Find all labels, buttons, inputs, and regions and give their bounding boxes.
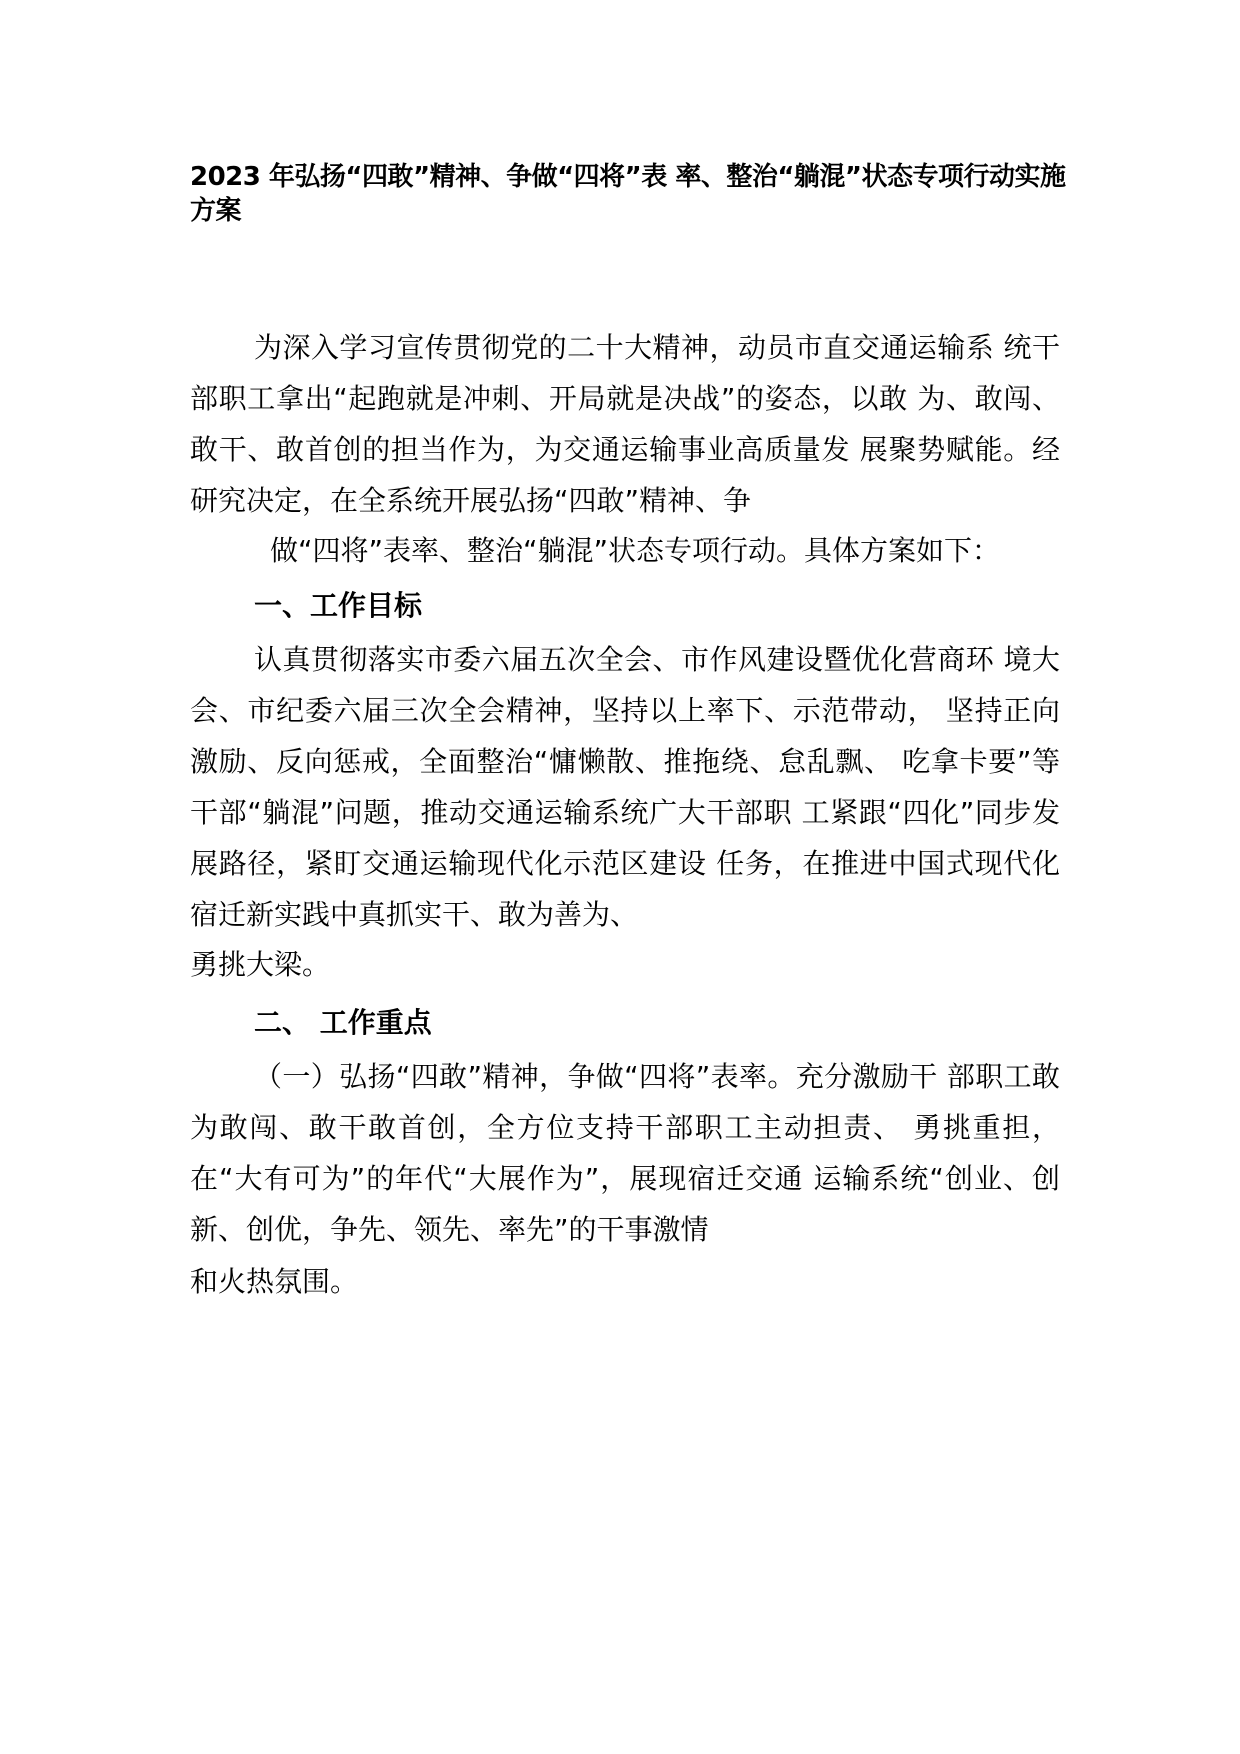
focus-paragraph: （一）弘扬“四敢”精神，争做“四将”表率。充分激励干 部职工敢为敢闯、敢干敢首创，全方位支持干部职工主动担责、 勇挑重担，在“大有可为”的年代“大展作为”，展现宿迁交通 运输系统“创业、创新、创优，争先、领先、率先”的干事激情 [190,1060,1060,1246]
goals-paragraph: 认真贯彻落实市委六届五次全会、市作风建设暨优化营商环 境大会、市纪委六届三次全会精神，坚持以上率下、示范带动， 坚持正向激励、反向惩戒，全面整治“慵懒散、推拖绕、怠乱飘、 吃拿卡要”等干部“躺混”问题，推动交通运输系统广大干部职 工紧跟“四化”同步发展路径，紧盯交通运输现代化示范区建设 任务，在推进中国式现代化宿迁新实践中真抓实干、敢为善为、 [190,643,1060,931]
intro-paragraph-continued: 做“四将”表率、整治“躺混”状态专项行动。具体方案如下： [270,534,1001,567]
focus-paragraph-continued: 和火热氛围。 [190,1265,359,1298]
section-heading-goals: 一、工作目标 [254,589,423,622]
section-heading-focus: 二、 工作重点 [254,1006,432,1039]
intro-paragraph: 为深入学习宣传贯彻党的二十大精神，动员市直交通运输系 统干部职工拿出“起跑就是冲刺、开局就是决战”的姿态，以敢 为、敢闯、敢干、敢首创的担当作为，为交通运输事业高质量发 展聚势赋能。经研究决定，在全系统开展弘扬“四敢”精神、争 [190,331,1060,517]
goals-paragraph-continued: 勇挑大梁。 [190,948,331,981]
document-title: 2023 年弘扬“四敢”精神、争做“四将”表 率、整治“躺混”状态专项行动实施方案 [190,162,1066,226]
